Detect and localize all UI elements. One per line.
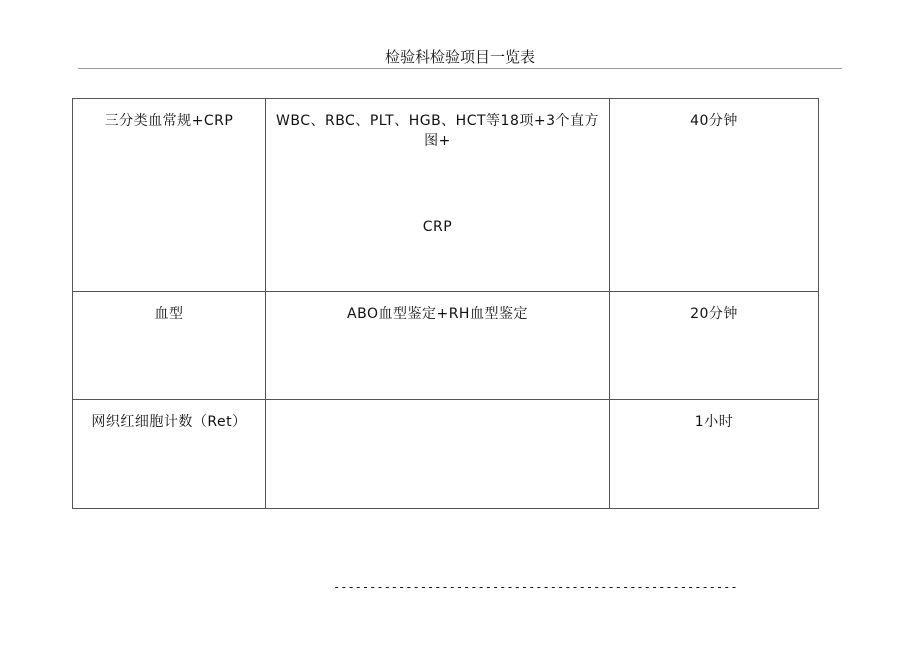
page-title: 检验科检验项目一览表: [78, 44, 842, 69]
item-content-cell: [266, 400, 610, 509]
item-name-cell: 网织红细胞计数（Ret）: [73, 400, 266, 509]
item-content-line: WBC、RBC、PLT、HGB、HCT等18项+3个直方图+: [276, 113, 599, 149]
table-row: [73, 292, 819, 400]
item-time-cell: 20分钟: [610, 292, 819, 400]
table-row: [73, 400, 819, 509]
item-time-cell: 1小时: [610, 400, 819, 509]
item-content-cell: [266, 99, 610, 292]
item-time-cell: 40分钟: [610, 99, 819, 292]
footer-dashed-rule: --------------------------------------------------------: [333, 580, 738, 594]
item-name-cell: 三分类血常规+CRP: [73, 99, 266, 292]
table-row: [73, 99, 819, 292]
item-content-cell: ABO血型鉴定+RH血型鉴定: [266, 292, 610, 400]
item-name-cell: 血型: [73, 292, 266, 400]
item-content-line: CRP: [422, 219, 453, 235]
lab-items-table: [72, 98, 819, 509]
